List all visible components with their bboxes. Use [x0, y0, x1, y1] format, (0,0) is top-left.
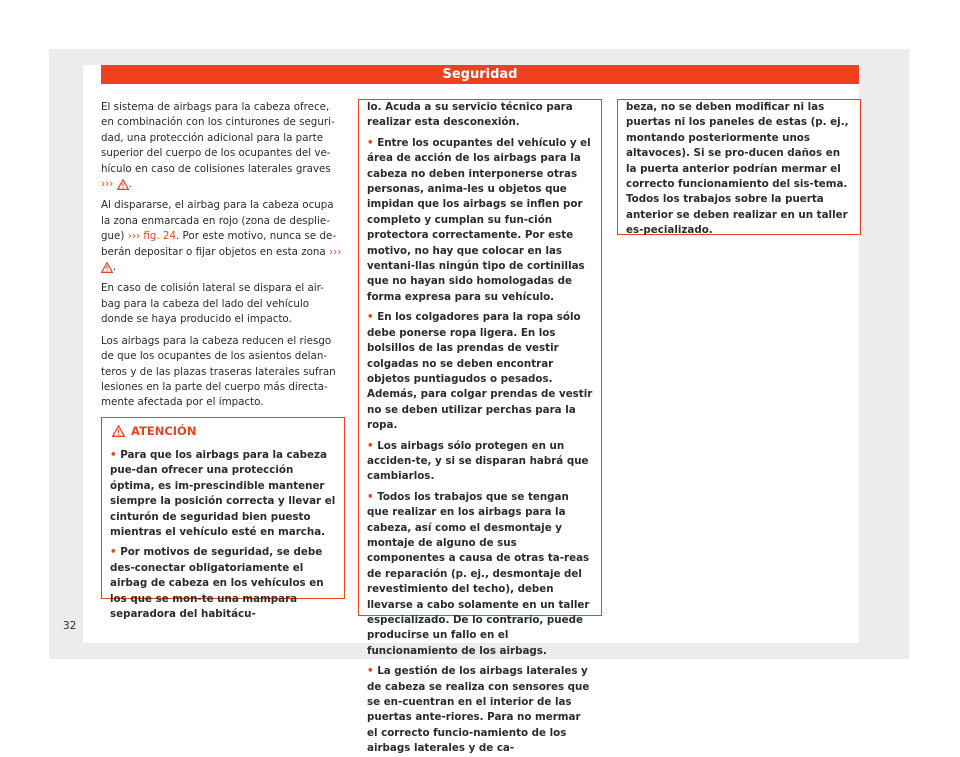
section-header [101, 65, 859, 84]
page-number: 32 [63, 620, 77, 632]
paragraph-4: Los airbags para la cabeza reducen el riesgo de que los ocupantes de los asientos delan-teros y de las plazas traseras laterales sufran lesiones en la parte del cuerpo más directa-mente afectada por el impacto. [101, 334, 336, 409]
warning-triangle-icon[interactable] [101, 262, 113, 273]
warning-title: ATENCIÓN [131, 424, 197, 438]
warning-text: beza, no se deben modificar ni las puertas ni los paneles de estas (p. ej., montando posteriormente unos altavoces). Si se pro-ducen daños en la puerta anterior podrían mermar el correcto funcionamiento del sis-tema. Todos los trabajos sobre la puerta anterior se deben realizar en un taller es-pecializado. [626, 101, 849, 237]
reference-arrows[interactable]: ››› [329, 245, 342, 258]
warning-heading [112, 424, 344, 438]
warning-item: • Todos los trabajos que se tengan que realizar en los airbags para la cabeza, así como el desmontaje y montaje de alguno de sus componentes a causa de otras ta-reas de reparación (p. ej., desmontaje del revestimiento del techo), deben llevarse a cabo solamente en un taller especializado. De lo contrario, puede producirse un fallo en el funcionamiento de los airbags. [367, 490, 590, 657]
reference-arrows[interactable]: ››› [101, 178, 114, 191]
warning-box [101, 417, 345, 621]
warning-item: • En los colgadores para la ropa sólo debe ponerse ropa ligera. En los bolsillos de las prendas de vestir colgadas no se deben encontrar objetos puntiagudos o pesados. Además, para colgar prendas de vestir no se deben utilizar perchas para la ropa. [367, 311, 593, 432]
figure-link[interactable]: fig. 24 [143, 230, 177, 243]
warning-box-continued-right [617, 99, 861, 235]
paragraph-3: En caso de colisión lateral se dispara el air-bag para la cabeza del lado del vehículo donde se haya producido el impacto. [101, 282, 324, 326]
warning-item: • Los airbags sólo protegen en un acciden-te, y si se disparan habrá que cambiarlos. [367, 439, 589, 483]
warning-item: • La gestión de los airbags laterales y de cabeza se realiza con sensores que se en-cuentran en el interior de las puertas ante-riores. Para no mermar el correcto funcio-namiento de los airbags laterales y de ca- [367, 665, 590, 755]
warning-box-continued [358, 99, 602, 755]
column-left [101, 100, 343, 417]
warning-triangle-icon[interactable] [117, 179, 129, 190]
warning-item: • Por motivos de seguridad, se debe des-conectar obligatoriamente el airbag de cabeza en los vehículos en los que se mon-te una mampara separadora del habitácu- [110, 546, 324, 621]
paragraph-2: Al dispararse, el airbag para la cabeza ocupa la zona enmarcada en rojo (zona de desplie-gue) ››› fig. 24. Por este motivo, nunca se de-berán depositar o fijar objetos en esta zona ››› . [101, 199, 342, 274]
section-title: Seguridad [442, 67, 518, 82]
warning-lead: lo. Acuda a su servicio técnico para realizar esta desconexión. [367, 101, 573, 129]
warning-triangle-icon [112, 425, 125, 437]
paragraph-1: El sistema de airbags para la cabeza ofrece, en combinación con los cinturones de seguri-dad, una protección adicional para la parte superior del cuerpo de los ocupantes del ve-hículo en caso de colisiones laterales graves ››› . [101, 101, 335, 191]
reference-arrows[interactable]: ››› [127, 230, 141, 243]
warning-item: • Para que los airbags para la cabeza pue-dan ofrecer una protección óptima, es im-prescindible mantener siempre la posición correcta y llevar el cinturón de seguridad bien puesto mientras el vehículo esté en marcha. [110, 449, 336, 539]
warning-item: • Entre los ocupantes del vehículo y el área de acción de los airbags para la cabeza no deben interponerse otras personas, anima-les u objetos que impidan que los airbags se inflen por completo y cumplan su fun-ción protectora correctamente. Por este motivo, no hay que colocar en las ventani-llas ningún tipo de cortinillas que no hayan sido homologadas de forma expresa para su vehículo. [367, 136, 591, 303]
